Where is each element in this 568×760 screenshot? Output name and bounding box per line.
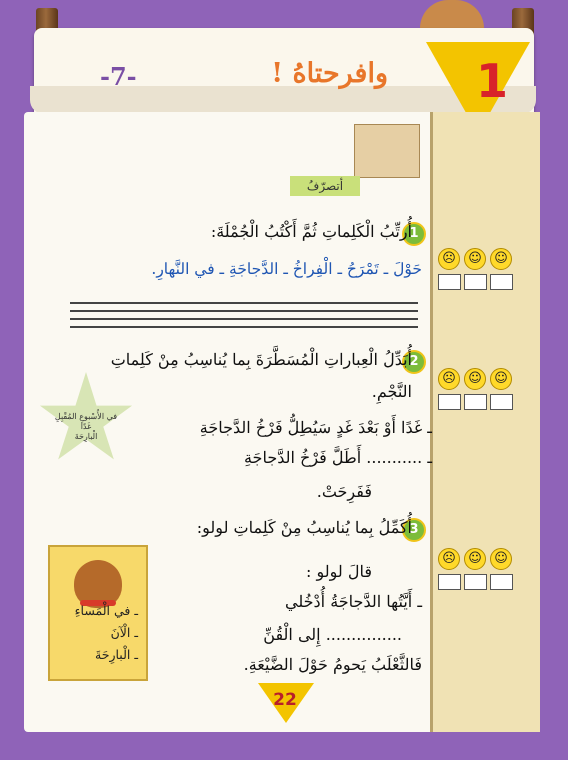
star-word: في الأُسْبوعِ المُقْبِلِ <box>54 412 118 421</box>
answer-line <box>70 326 418 328</box>
star-word: غَدًا <box>80 422 92 431</box>
sad-face-icon[interactable]: ☹ <box>438 548 460 570</box>
evaluation-boxes-3 <box>438 574 513 590</box>
card-word: ـ الْآنَ <box>110 625 138 640</box>
check-box[interactable] <box>464 274 487 290</box>
question-2-instruction: أُبَدِّلُ الْعِباراتِ الْمُسَطَّرَةَ بِما يُناسِبُ مِنْ كَلِماتِ <box>110 350 412 369</box>
self-evaluation-column <box>430 112 540 732</box>
page-number: 22 <box>273 690 297 710</box>
answer-line <box>70 310 418 312</box>
question-2-number: 2 <box>402 350 426 374</box>
question-3-line-2: ـ أَيَّتُها الدَّجاجَةُ أُدْخُلي <box>285 592 422 611</box>
check-box[interactable] <box>438 394 461 410</box>
question-2-line-2: ـ ........... أَطَلَّ فَرْخُ الدَّجاجَةِ <box>243 448 432 467</box>
evaluation-faces-3 <box>438 548 512 570</box>
evaluation-faces-1 <box>438 248 512 270</box>
activity-illustration <box>354 124 420 178</box>
answer-line <box>70 318 418 320</box>
question-3-line-4: فَالثَّعْلَبُ يَحومُ حَوْلَ الضَّيْعَةِ. <box>243 655 422 674</box>
question-2-line-1: ـ غَدًا أَوْ بَعْدَ غَدٍ سَيُطِلُّ فَرْخُ الدَّجاجَةِ <box>199 418 432 437</box>
neutral-face-icon[interactable]: ☺ <box>464 368 486 390</box>
check-box[interactable] <box>438 574 461 590</box>
answer-line <box>70 302 418 304</box>
check-box[interactable] <box>438 274 461 290</box>
happy-face-icon[interactable]: ☺ <box>490 248 512 270</box>
check-box[interactable] <box>490 274 513 290</box>
sad-face-icon[interactable]: ☹ <box>438 248 460 270</box>
happy-face-icon[interactable]: ☺ <box>490 368 512 390</box>
question-3-line-3: ............... إِلى الْقُنِّ <box>263 625 402 644</box>
question-2-line-3: فَفَرِحَتْ. <box>316 482 372 501</box>
question-3-number: 3 <box>402 518 426 542</box>
check-box[interactable] <box>464 394 487 410</box>
question-1-number: 1 <box>402 222 426 246</box>
evaluation-boxes-1 <box>438 274 513 290</box>
unit-number: 1 <box>475 54 508 108</box>
card-word: ـ الْبارِحَةَ <box>95 647 138 662</box>
question-2-instruction-2: النَّجْمِ. <box>371 382 412 401</box>
sad-face-icon[interactable]: ☹ <box>438 368 460 390</box>
lesson-number: -7- <box>100 62 137 91</box>
question-1-instruction: أُرتِّبُ الْكَلِماتِ ثُمَّ أَكْتُبُ الْجُمْلَةَ: <box>210 222 412 241</box>
check-box[interactable] <box>490 574 513 590</box>
question-3-instruction: أُكَمِّلُ بِما يُناسِبُ مِنْ كَلِماتِ لولو: <box>196 518 412 537</box>
question-1-words: حَوْلَ ـ تَمْرَحُ ـ الْفِراخُ ـ الدَّجاجَةِ ـ في النَّهارِ. <box>151 260 422 278</box>
check-box[interactable] <box>490 394 513 410</box>
evaluation-faces-2 <box>438 368 512 390</box>
neutral-face-icon[interactable]: ☺ <box>464 548 486 570</box>
page-title: وافرحتاهُ ! <box>271 58 388 89</box>
question-3-line-1: قالَ لولو : <box>306 562 372 581</box>
evaluation-boxes-2 <box>438 394 513 410</box>
card-words <box>54 600 138 666</box>
activity-label: أتصرّفُ <box>290 176 360 196</box>
star-word: الْبارِحَةَ <box>74 432 98 441</box>
check-box[interactable] <box>464 574 487 590</box>
happy-face-icon[interactable]: ☺ <box>490 548 512 570</box>
card-word: ـ في الْمَساءِ <box>74 603 138 618</box>
neutral-face-icon[interactable]: ☺ <box>464 248 486 270</box>
star-words <box>42 412 130 442</box>
